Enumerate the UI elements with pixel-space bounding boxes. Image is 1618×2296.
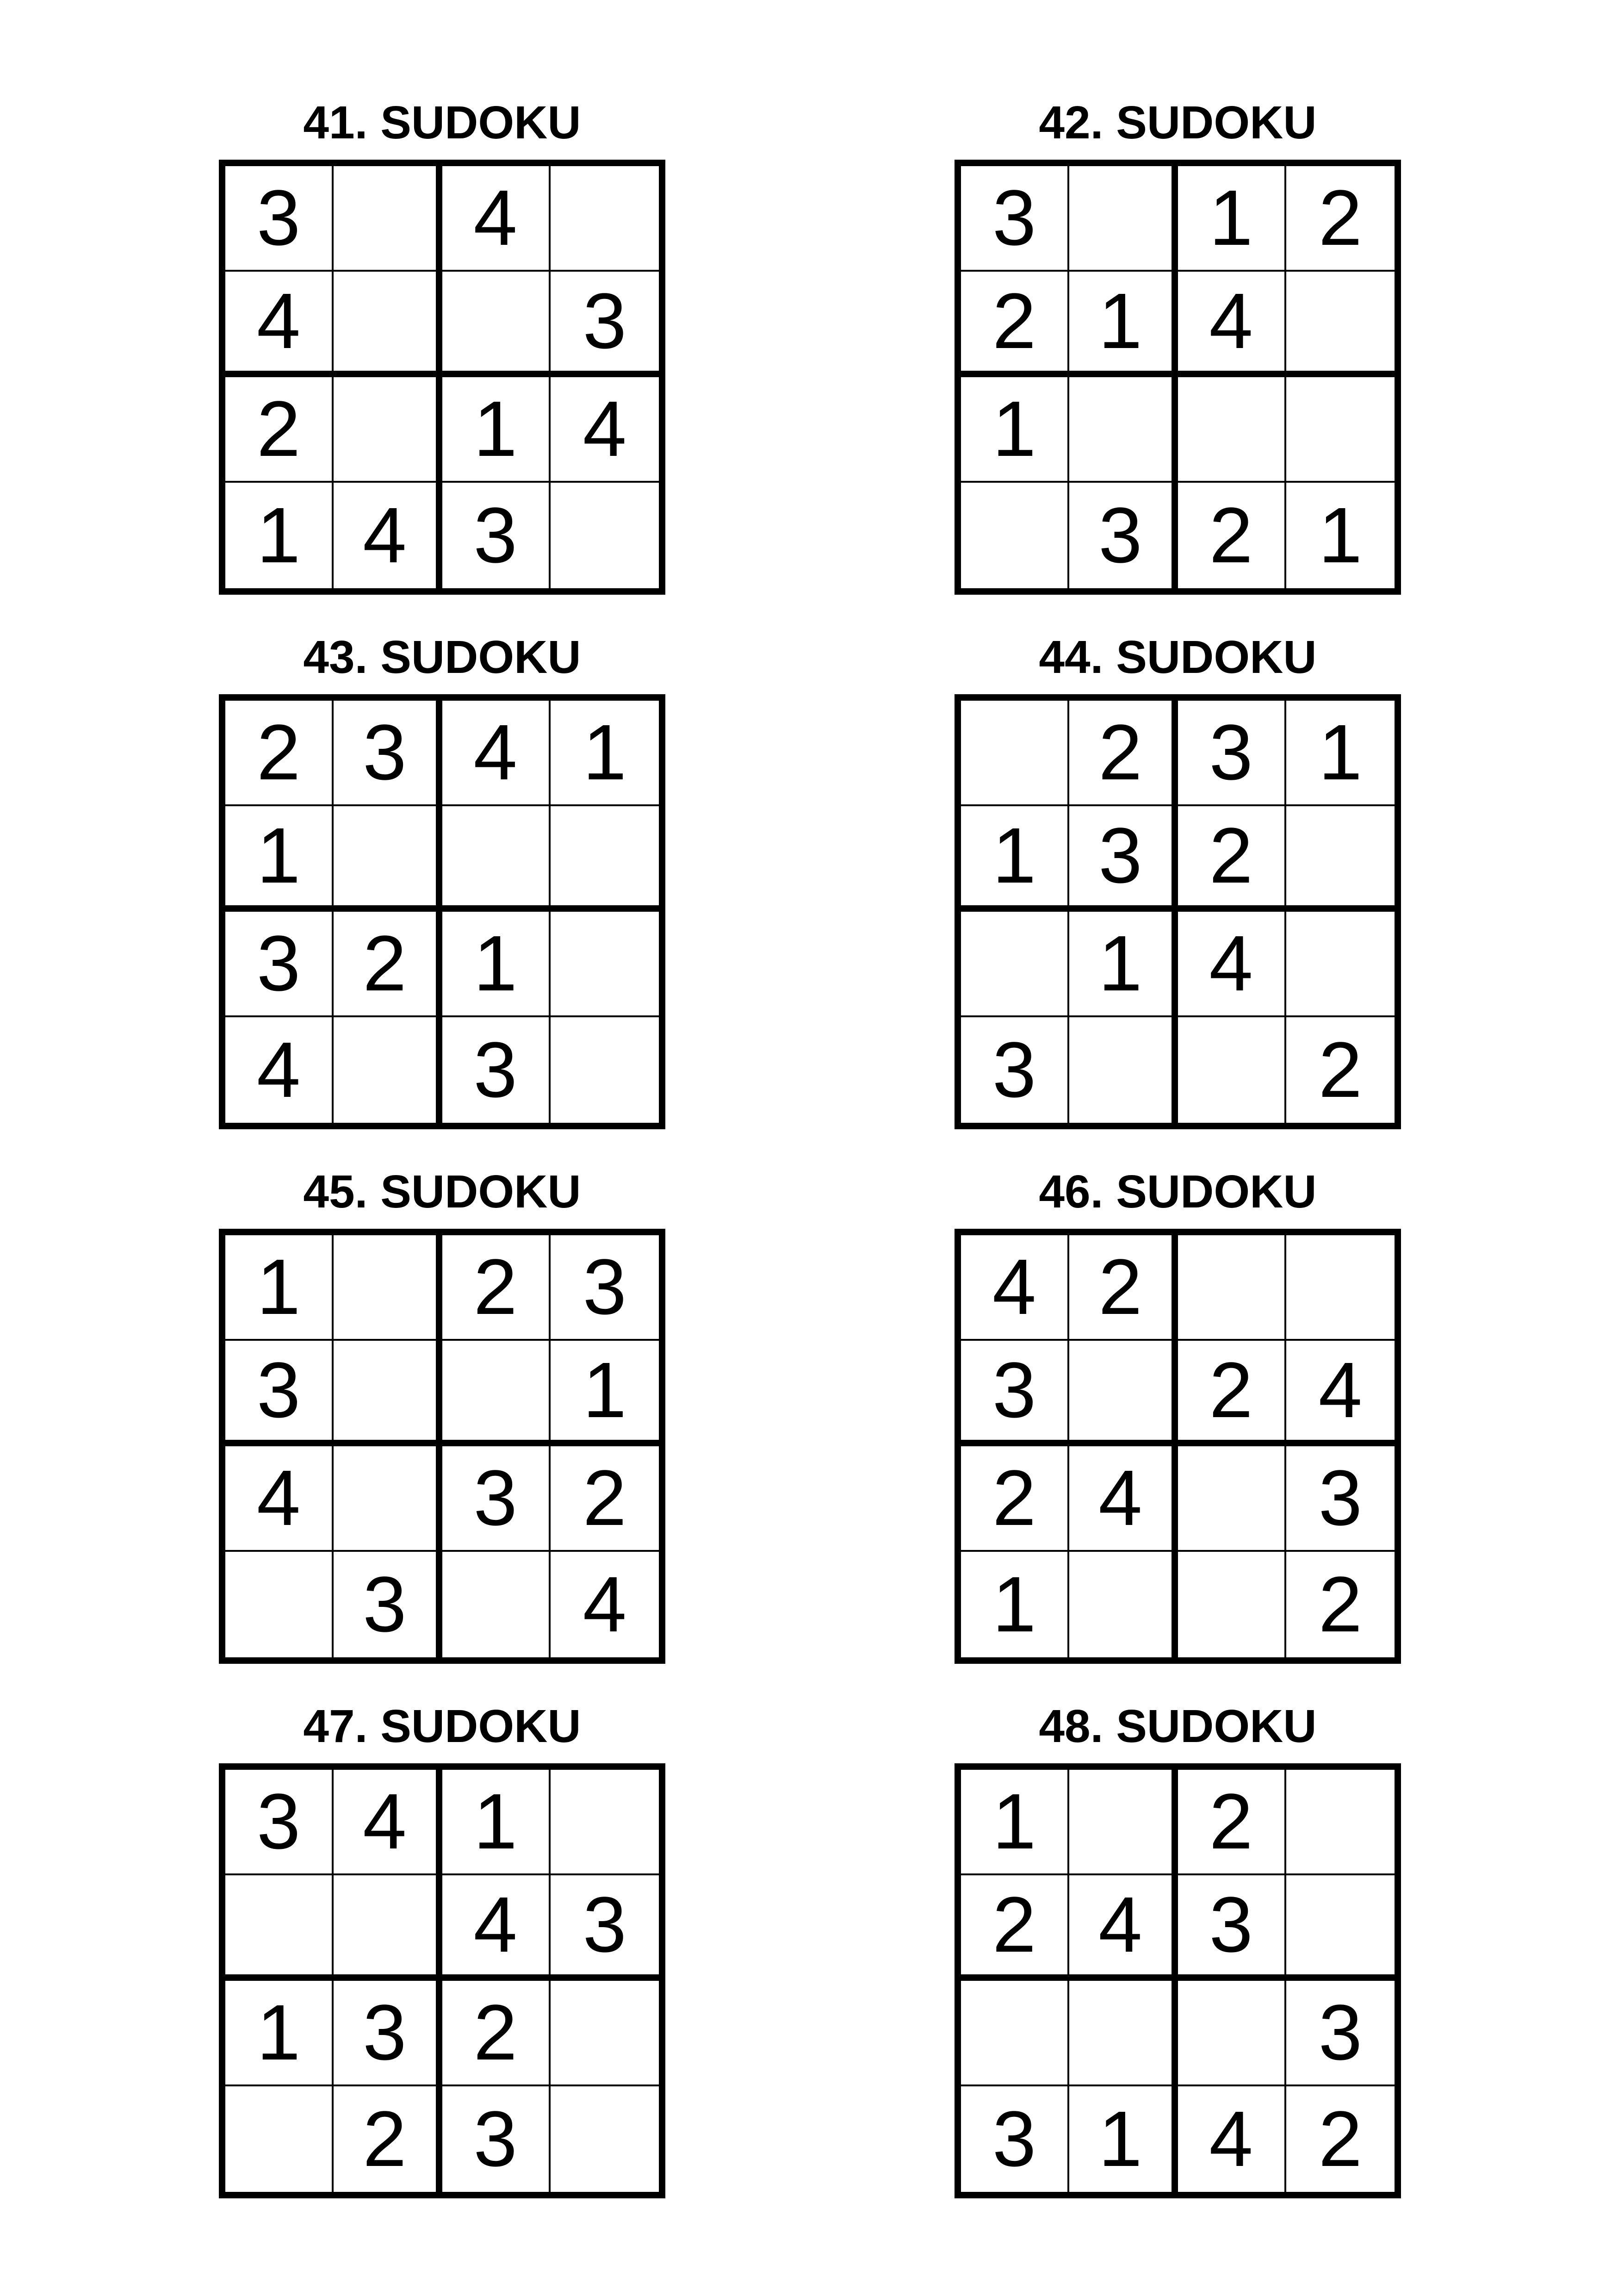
sudoku-cell[interactable] [334,1875,442,1981]
sudoku-cell[interactable] [334,806,442,912]
sudoku-cell[interactable]: 3 [961,1341,1069,1446]
sudoku-cell[interactable] [1178,1552,1286,1657]
sudoku-cell[interactable] [1286,1875,1395,1981]
sudoku-cell[interactable]: 2 [961,272,1069,377]
sudoku-cell[interactable]: 3 [334,701,442,806]
sudoku-cell[interactable] [1178,1235,1286,1341]
sudoku-cell[interactable] [442,1552,551,1657]
sudoku-cell[interactable]: 3 [334,1981,442,2086]
sudoku-cell[interactable]: 2 [1069,701,1178,806]
sudoku-cell[interactable]: 1 [442,377,551,483]
sudoku-cell[interactable]: 2 [225,377,334,483]
sudoku-cell[interactable] [551,1981,659,2086]
sudoku-cell[interactable] [551,1017,659,1123]
sudoku-cell[interactable] [1286,377,1395,483]
sudoku-cell[interactable]: 1 [225,483,334,588]
sudoku-cell[interactable]: 1 [1318,492,1363,579]
sudoku-cell[interactable] [1178,1446,1286,1552]
sudoku-cell[interactable] [225,1875,334,1981]
sudoku-cell[interactable] [334,166,442,272]
sudoku-grid [955,160,1401,595]
sudoku-cell[interactable]: 2 [961,1875,1069,1981]
sudoku-cell[interactable] [225,2086,334,2192]
sudoku-cell[interactable] [551,1770,659,1875]
sudoku-cell[interactable] [442,806,551,912]
sudoku-cell[interactable]: 3 [961,1017,1069,1123]
sudoku-cell[interactable]: 2 [1178,483,1286,588]
sudoku-cell[interactable]: 3 [551,1875,659,1981]
sudoku-cell[interactable]: 4 [1069,1446,1178,1552]
sudoku-cell[interactable]: 3 [551,272,659,377]
sudoku-cell[interactable] [1069,1017,1178,1123]
sudoku-cell[interactable]: 2 [961,1446,1069,1552]
sudoku-cell[interactable]: 3 [1178,701,1286,806]
sudoku-cell[interactable] [1178,1017,1286,1123]
sudoku-cell[interactable]: 4 [1069,1875,1178,1981]
sudoku-cell[interactable]: 3 [442,1446,551,1552]
puzzle-title: 48. SUDOKU [1039,1700,1317,1752]
sudoku-cell[interactable]: 3 [225,912,334,1017]
sudoku-cell[interactable] [961,701,1069,806]
sudoku-cell[interactable] [1286,912,1395,1017]
sudoku-cell[interactable]: 3 [961,166,1069,272]
sudoku-cell[interactable]: 2 [1318,1026,1363,1114]
sudoku-cell[interactable] [1178,1981,1286,2086]
sudoku-cell[interactable]: 3 [225,1341,334,1446]
sudoku-cell[interactable]: 4 [442,1875,551,1981]
sudoku-grid [955,694,1401,1129]
sudoku-cell[interactable]: 1 [961,1770,1069,1875]
sudoku-grid [219,1763,665,2198]
sudoku-cell[interactable]: 2 [551,1446,659,1552]
sudoku-cell[interactable] [1069,1770,1178,1875]
sudoku-cell[interactable]: 3 [442,1017,551,1123]
sudoku-cell[interactable] [1286,272,1395,377]
sudoku-cell[interactable]: 1 [442,1770,551,1875]
sudoku-cell[interactable] [961,912,1069,1017]
sudoku-cell[interactable]: 3 [1069,806,1178,912]
puzzle-title: 45. SUDOKU [303,1166,581,1218]
sudoku-cell[interactable]: 1 [551,1341,659,1446]
sudoku-cell[interactable] [334,1341,442,1446]
sudoku-cell[interactable] [442,272,551,377]
sudoku-cell[interactable]: 1 [1178,166,1286,272]
sudoku-cell[interactable]: 4 [1178,272,1286,377]
sudoku-grid [955,1763,1401,2198]
sudoku-cell[interactable]: 3 [961,2086,1069,2192]
puzzle-title: 44. SUDOKU [1039,631,1317,683]
sudoku-cell[interactable] [1286,806,1395,912]
sudoku-cell[interactable]: 2 [442,1235,551,1341]
sudoku-cell[interactable]: 1 [961,377,1069,483]
sudoku-cell[interactable]: 4 [1178,2086,1286,2192]
sudoku-cell[interactable]: 3 [225,1770,334,1875]
sudoku-cell[interactable] [1178,377,1286,483]
sudoku-cell[interactable]: 3 [1178,1875,1286,1981]
sudoku-cell[interactable]: 4 [334,1770,442,1875]
sudoku-cell[interactable]: 2 [442,1981,551,2086]
sudoku-cell[interactable]: 4 [225,272,334,377]
sudoku-grid [955,1229,1401,1664]
puzzle-title: 41. SUDOKU [303,97,581,149]
sudoku-cell[interactable] [1069,166,1178,272]
puzzle-title: 42. SUDOKU [1039,97,1317,149]
sudoku-cell[interactable] [334,272,442,377]
sudoku-cell[interactable] [551,2086,659,2192]
sudoku-cell[interactable]: 1 [961,806,1069,912]
sudoku-cell[interactable]: 1 [551,701,659,806]
sudoku-cell[interactable] [551,806,659,912]
sudoku-cell[interactable]: 4 [442,701,551,806]
sudoku-cell[interactable]: 2 [1069,1235,1178,1341]
sudoku-cell[interactable]: 1 [1069,912,1178,1017]
sudoku-cell[interactable]: 2 [334,912,442,1017]
sudoku-cell[interactable] [442,1341,551,1446]
sudoku-cell[interactable]: 3 [442,2086,551,2192]
sudoku-cell[interactable] [1069,1552,1178,1657]
sudoku-cell[interactable]: 4 [442,166,551,272]
sudoku-cell[interactable]: 1 [1286,701,1395,806]
sudoku-cell[interactable] [334,377,442,483]
sudoku-cell[interactable]: 4 [1286,1341,1395,1446]
sudoku-cell[interactable] [1069,1341,1178,1446]
sudoku-grid [219,160,665,595]
sudoku-cell[interactable] [1286,1770,1395,1875]
sudoku-cell[interactable]: 2 [1178,1770,1286,1875]
sudoku-cell[interactable]: 2 [1178,806,1286,912]
sudoku-cell[interactable]: 4 [334,483,442,588]
sudoku-cell[interactable]: 1 [225,806,334,912]
sudoku-cell[interactable]: 2 [1178,1341,1286,1446]
sudoku-cell[interactable]: 1 [961,1552,1069,1657]
sudoku-cell[interactable]: 4 [551,377,659,483]
sudoku-cell[interactable]: 4 [225,1446,334,1552]
sudoku-cell[interactable] [334,1446,442,1552]
sudoku-cell[interactable]: 1 [225,1981,334,2086]
sudoku-cell[interactable]: 2 [225,701,334,806]
sudoku-cell[interactable]: 3 [225,166,334,272]
sudoku-cell[interactable]: 3 [334,1552,442,1657]
sudoku-cell[interactable]: 3 [551,1235,659,1341]
sudoku-cell[interactable]: 1 [442,912,551,1017]
sudoku-cell[interactable] [1069,1981,1178,2086]
sudoku-cell[interactable]: 3 [1286,1446,1395,1552]
sudoku-cell[interactable] [334,1017,442,1123]
sudoku-cell[interactable]: 4 [225,1017,334,1123]
sudoku-cell[interactable] [1069,377,1178,483]
sudoku-cell[interactable] [1286,1235,1395,1341]
sudoku-cell[interactable]: 4 [961,1235,1069,1341]
sudoku-cell[interactable]: 2 [1286,166,1395,272]
sudoku-cell[interactable]: 1 [225,1235,334,1341]
puzzle-title: 43. SUDOKU [303,631,581,683]
sudoku-cell[interactable]: 3 [442,483,551,588]
sudoku-cell[interactable]: 2 [1318,2095,1363,2183]
puzzle-title: 47. SUDOKU [303,1700,581,1752]
sudoku-cell[interactable] [551,166,659,272]
sudoku-cell[interactable]: 3 [1286,1981,1395,2086]
sudoku-grid [219,1229,665,1664]
sudoku-cell[interactable]: 1 [1069,2086,1178,2192]
sudoku-cell[interactable]: 4 [1178,912,1286,1017]
sudoku-cell[interactable]: 4 [583,1561,627,1649]
sudoku-cell[interactable] [551,483,659,588]
sudoku-cell[interactable] [225,1552,334,1657]
sudoku-grid [219,694,665,1129]
sudoku-cell[interactable]: 3 [1069,483,1178,588]
sudoku-cell[interactable] [961,1981,1069,2086]
sudoku-cell[interactable] [961,483,1069,588]
sudoku-cell[interactable]: 1 [1069,272,1178,377]
sudoku-cell[interactable] [334,1235,442,1341]
sudoku-cell[interactable] [551,912,659,1017]
puzzle-title: 46. SUDOKU [1039,1166,1317,1218]
sudoku-cell[interactable]: 2 [334,2086,442,2192]
sudoku-cell[interactable]: 2 [1318,1561,1363,1649]
